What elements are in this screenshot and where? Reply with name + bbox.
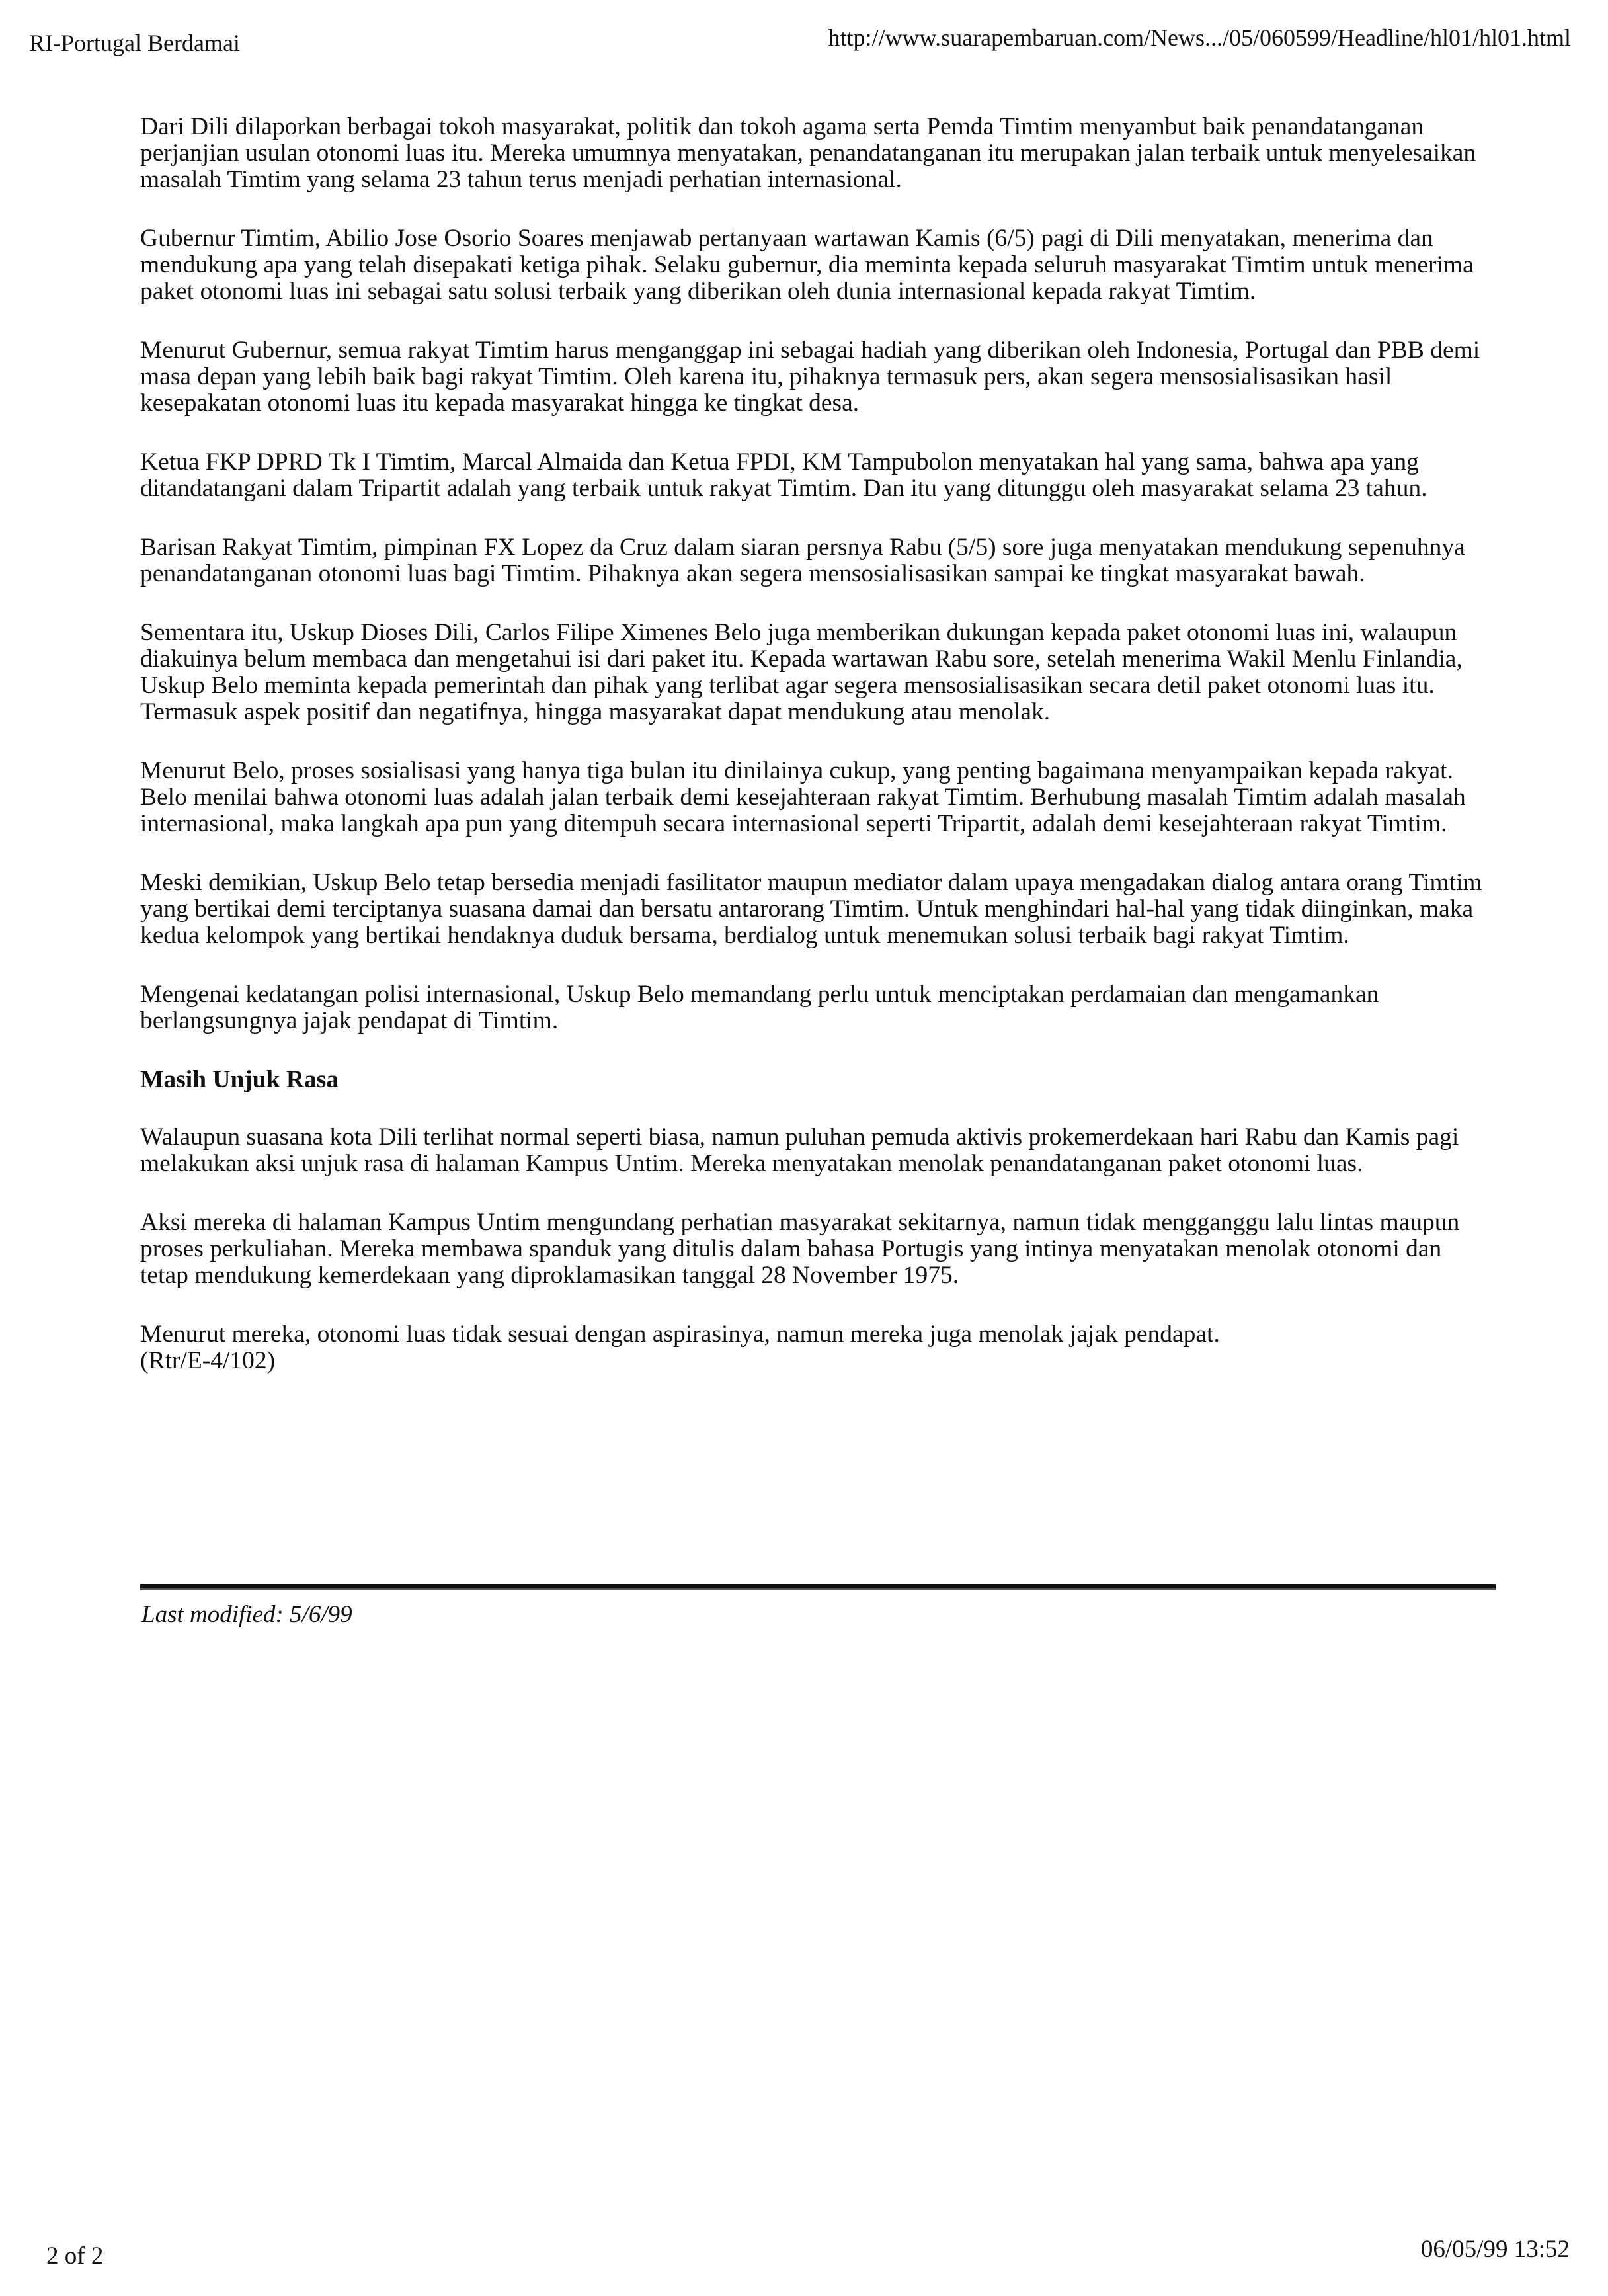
byline: (Rtr/E-4/102) xyxy=(140,1347,276,1374)
article-paragraph: Walaupun suasana kota Dili terlihat normal seperti biasa, namun puluhan pemuda aktivis prokemerdekaan hari Rabu dan Kamis pagi melakukan aksi unjuk rasa di halaman Kampus Untim. Mereka menyatakan menolak penandatanganan paket otonomi luas. xyxy=(140,1124,1459,1177)
last-modified-note: Last modified: 5/6/99 xyxy=(141,1601,352,1628)
article-paragraph: Menurut Gubernur, semua rakyat Timtim harus menganggap ini sebagai hadiah yang diberikan oleh Indonesia, Portugal dan PBB demi masa depan yang lebih baik bagi rakyat Timtim. Oleh karena itu, pihaknya termasuk pers, akan segera mensosialisasikan hasil kesepakatan otonomi luas itu kepada masyarakat hingga ke tingkat desa. xyxy=(140,337,1480,417)
print-timestamp: 06/05/99 13:52 xyxy=(1420,2236,1570,2263)
article-paragraph: Aksi mereka di halaman Kampus Untim mengundang perhatian masyarakat sekitarnya, namun tidak mengganggu lalu lintas maupun proses perkuliahan. Mereka membawa spanduk yang ditulis dalam bahasa Portugis yang intinya menyatakan menolak otonomi dan tetap mendukung kemerdekaan yang diproklamasikan tanggal 28 November 1975. xyxy=(140,1209,1460,1289)
page-header-url: http://www.suarapembaruan.com/News.../05/060599/Headline/hl01/hl01.html xyxy=(828,24,1571,51)
page-number: 2 of 2 xyxy=(46,2242,104,2270)
article-paragraph: Menurut Belo, proses sosialisasi yang hanya tiga bulan itu dinilainya cukup, yang penting bagaimana menyampaikan kepada rakyat. Belo menilai bahwa otonomi luas adalah jalan terbaik demi kesejahteraan rakyat Timtim. Berhubung masalah Timtim adalah masalah internasional, maka langkah apa pun yang ditempuh secara internasional seperti Tripartit, adalah demi kesejahteraan rakyat Timtim. xyxy=(140,757,1466,837)
article-paragraph: Dari Dili dilaporkan berbagai tokoh masyarakat, politik dan tokoh agama serta Pemda Timtim menyambut baik penandatanganan perjanjian usulan otonomi luas itu. Mereka umumnya menyatakan, penandatanganan itu merupakan jalan terbaik untuk menyelesaikan masalah Timtim yang selama 23 tahun terus menjadi perhatian internasional. xyxy=(140,113,1476,193)
horizontal-divider xyxy=(140,1584,1496,1590)
closing-paragraph xyxy=(140,1321,1489,1374)
article-paragraph: Mengenai kedatangan polisi internasional, Uskup Belo memandang perlu untuk menciptakan perdamaian dan mengamankan berlangsungnya jajak pendapat di Timtim. xyxy=(140,981,1379,1034)
article-paragraph: Sementara itu, Uskup Dioses Dili, Carlos Filipe Ximenes Belo juga memberikan dukungan kepada paket otonomi luas ini, walaupun diakuinya belum membaca dan mengetahui isi dari paket itu. Kepada wartawan Rabu sore, setelah menerima Wakil Menlu Finlandia, Uskup Belo meminta kepada pemerintah dan pihak yang terlibat agar segera mensosialisasikan secara detil paket otonomi luas itu. Termasuk aspek positif dan negatifnya, hingga masyarakat dapat mendukung atau menolak. xyxy=(140,619,1463,725)
article-paragraph: Meski demikian, Uskup Belo tetap bersedia menjadi fasilitator maupun mediator dalam upaya mengadakan dialog antara orang Timtim yang bertikai demi terciptanya suasana damai dan bersatu antarorang Timtim. Untuk menghindari hal-hal yang tidak diinginkan, maka kedua kelompok yang bertikai hendaknya duduk bersama, berdialog untuk menemukan solusi terbaik bagi rakyat Timtim. xyxy=(140,869,1482,949)
section-subheading: Masih Unjuk Rasa xyxy=(140,1066,339,1093)
article-paragraph: Ketua FKP DPRD Tk I Timtim, Marcal Almaida dan Ketua FPDI, KM Tampubolon menyatakan hal yang sama, bahwa apa yang ditandatangani dalam Tripartit adalah yang terbaik untuk rakyat Timtim. Dan itu yang ditunggu oleh masyarakat selama 23 tahun. xyxy=(140,448,1427,502)
article-body xyxy=(140,114,1489,1407)
closing-line: Menurut mereka, otonomi luas tidak sesuai dengan aspirasinya, namun mereka juga menolak jajak pendapat. xyxy=(140,1321,1220,1348)
article-paragraph: Gubernur Timtim, Abilio Jose Osorio Soares menjawab pertanyaan wartawan Kamis (6/5) pagi di Dili menyatakan, menerima dan mendukung apa yang telah disepakati ketiga pihak. Selaku gubernur, dia meminta kepada seluruh masyarakat Timtim untuk menerima paket otonomi luas ini sebagai satu solusi terbaik yang diberikan oleh dunia internasional kepada rakyat Timtim. xyxy=(140,225,1474,305)
article-paragraph: Barisan Rakyat Timtim, pimpinan FX Lopez da Cruz dalam siaran persnya Rabu (5/5) sore juga menyatakan mendukung sepenuhnya penandatanganan otonomi luas bagi Timtim. Pihaknya akan segera mensosialisasikan sampai ke tingkat masyarakat bawah. xyxy=(140,534,1465,587)
page-header-title: RI-Portugal Berdamai xyxy=(29,30,240,56)
